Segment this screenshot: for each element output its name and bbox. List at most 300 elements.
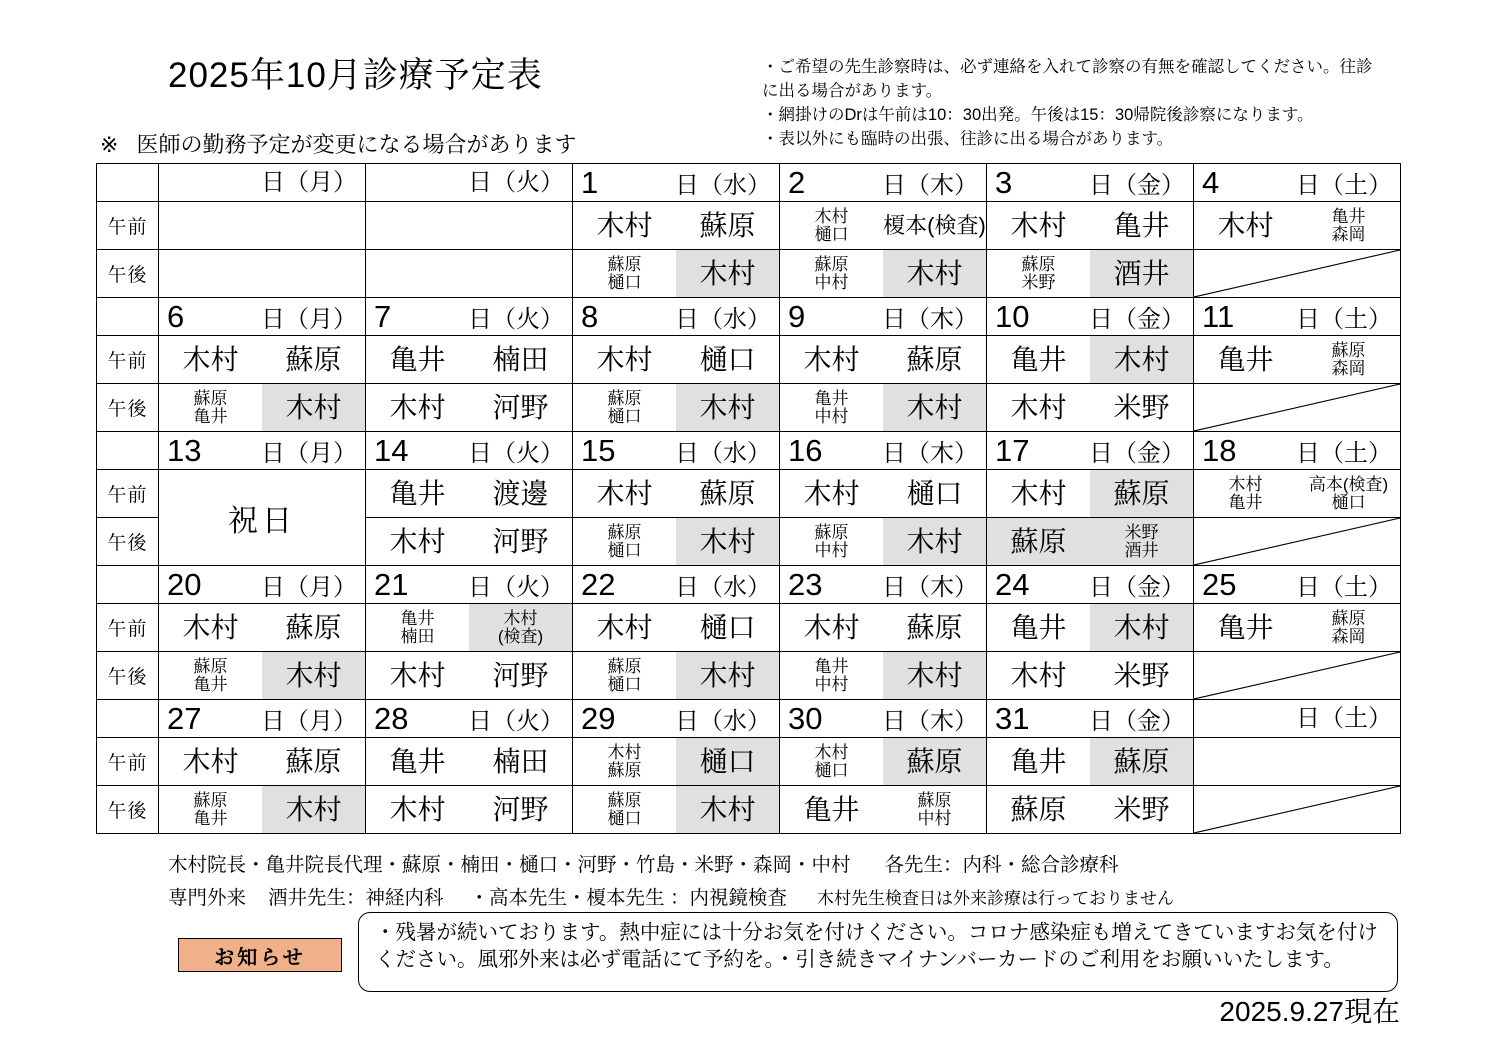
doctor-name: 亀井 <box>814 388 849 408</box>
afternoon-cell <box>159 786 366 834</box>
doctor-slot <box>159 384 262 431</box>
doctor-name: 木村 <box>596 343 653 375</box>
day-of-week: 日（火） <box>468 439 564 467</box>
day-of-week: 日（月） <box>261 439 357 467</box>
doctor-slot <box>366 250 469 297</box>
note-line-3: ・表以外にも臨時の出張、往診に出る場合があります。 <box>762 129 1174 148</box>
doctor-slot <box>262 250 365 297</box>
afternoon-cell <box>1194 786 1401 834</box>
doctor-name: 木村 <box>389 793 446 825</box>
doctor-slot <box>676 738 779 785</box>
afternoon-cell <box>987 652 1194 700</box>
morning-cell <box>780 336 987 384</box>
schedule-table <box>96 163 1401 834</box>
doctor-slot <box>573 738 676 785</box>
doctor-slot <box>676 786 779 833</box>
morning-cell <box>573 470 780 518</box>
doctor-slot <box>780 652 883 699</box>
morning-cell <box>159 202 366 250</box>
doctor-name: 蘇原 <box>193 388 228 408</box>
date-header <box>987 432 1194 470</box>
afternoon-cell <box>987 250 1194 298</box>
morning-cell <box>1194 738 1401 786</box>
doctor-slot <box>883 604 986 651</box>
doctor-name: 木村 <box>814 206 849 226</box>
morning-label: 午前 <box>97 604 159 652</box>
doctor-slot <box>987 652 1090 699</box>
doctor-name: 森岡 <box>1331 224 1366 244</box>
morning-row <box>97 336 1401 384</box>
doctor-name: 蘇原 <box>193 656 228 676</box>
date-header <box>1194 164 1401 202</box>
doctor-name: 木村 <box>906 659 963 691</box>
doctor-name: 木村 <box>285 793 342 825</box>
doctor-name: 木村 <box>1010 659 1067 691</box>
doctor-name: 木村 <box>182 611 239 643</box>
doctor-name: 蘇原 <box>607 790 642 810</box>
doctor-slot <box>262 652 365 699</box>
doctor-slot <box>780 384 883 431</box>
afternoon-cell <box>159 384 366 432</box>
doctor-name: 亀井 <box>400 608 435 628</box>
doctor-name: 蘇原 <box>1010 793 1067 825</box>
doctor-name: 木村 <box>285 391 342 423</box>
doctor-name: 木村 <box>1113 611 1170 643</box>
doctor-slot <box>1090 518 1193 565</box>
doctor-name: 木村 <box>389 391 446 423</box>
day-of-week: 日（木） <box>882 171 978 199</box>
doctor-name: 木村 <box>596 209 653 241</box>
date-number: 6 <box>167 298 185 334</box>
doctor-slot <box>676 336 779 383</box>
doctor-name: 蘇原 <box>607 656 642 676</box>
date-number: 20 <box>167 566 202 602</box>
doctor-name: 木村 <box>389 525 446 557</box>
afternoon-cell <box>780 786 987 834</box>
date-header <box>1194 566 1401 604</box>
date-number: 11 <box>1202 298 1235 334</box>
doctor-name: 樋口 <box>814 224 849 244</box>
doctor-name: 木村 <box>699 257 756 289</box>
afternoon-cell <box>366 518 573 566</box>
doctor-slot <box>159 738 262 785</box>
empty-slash-icon <box>1194 250 1400 297</box>
doctor-slot <box>676 518 779 565</box>
afternoon-label: 午後 <box>97 518 159 566</box>
doctor-slot <box>366 336 469 383</box>
doctor-name: 中村 <box>814 272 849 292</box>
date-header <box>780 566 987 604</box>
morning-cell <box>366 336 573 384</box>
doctor-slot <box>366 652 469 699</box>
day-of-week: 日（水） <box>675 439 771 467</box>
doctor-name: 亀井 <box>1010 343 1067 375</box>
doctor-name: 中村 <box>814 674 849 694</box>
header-notes <box>762 56 1382 152</box>
morning-cell <box>987 470 1194 518</box>
afternoon-label: 午後 <box>97 384 159 432</box>
doctor-name: 渡邊 <box>492 477 549 509</box>
doctor-slot <box>1090 202 1193 249</box>
date-number: 10 <box>995 298 1030 334</box>
doctor-slot <box>780 738 883 785</box>
date-header <box>573 164 780 202</box>
afternoon-cell <box>366 384 573 432</box>
page-title: 2025年10月診療予定表 <box>168 56 543 95</box>
afternoon-cell <box>780 652 987 700</box>
doctor-slot <box>987 384 1090 431</box>
doctor-slot <box>780 470 883 517</box>
morning-cell <box>780 470 987 518</box>
doctor-slot <box>469 786 572 833</box>
morning-cell <box>780 604 987 652</box>
date-header <box>1194 700 1401 738</box>
day-of-week: 日（木） <box>882 707 978 735</box>
day-of-week: 日（金） <box>1089 171 1185 199</box>
doctor-slot <box>469 604 572 651</box>
doctor-slot <box>883 336 986 383</box>
doctor-slot <box>469 384 572 431</box>
date-number: 14 <box>374 432 409 468</box>
afternoon-cell <box>780 518 987 566</box>
morning-row <box>97 202 1401 250</box>
note-line-1: ・ご希望の先生診察時は、必ず連絡を入れて診察の有無を確認してください。往診に出る場合があります。 <box>762 58 1373 100</box>
day-of-week: 日（火） <box>468 305 564 333</box>
doctor-slot <box>883 202 986 249</box>
doctor-name: 高本(検査) <box>1308 474 1389 494</box>
day-of-week: 日（金） <box>1089 707 1185 735</box>
doctor-name: 蘇原 <box>1021 254 1056 274</box>
afternoon-label: 午後 <box>97 250 159 298</box>
morning-cell <box>573 336 780 384</box>
day-of-week: 日（土） <box>1296 439 1392 467</box>
afternoon-cell <box>987 384 1194 432</box>
doctor-name: 亀井 <box>193 674 228 694</box>
doctor-name: 蘇原 <box>814 254 849 274</box>
doctor-name: 河野 <box>492 793 549 825</box>
doctor-slot <box>573 604 676 651</box>
doctor-name: 樋口 <box>607 808 642 828</box>
as-of-date: 2025.9.27現在 <box>1219 996 1400 1027</box>
doctor-slot <box>469 202 572 249</box>
date-number: 22 <box>581 566 616 602</box>
week-header-row <box>97 432 1401 470</box>
week-header-row <box>97 298 1401 336</box>
doctor-slot <box>262 604 365 651</box>
afternoon-cell <box>573 250 780 298</box>
doctor-name: 米野 <box>1124 522 1159 542</box>
day-of-week: 日（金） <box>1089 439 1185 467</box>
doctor-name: 蘇原 <box>607 522 642 542</box>
doctor-slot <box>366 604 469 651</box>
afternoon-cell <box>780 384 987 432</box>
date-header <box>159 298 366 336</box>
afternoon-cell <box>159 250 366 298</box>
doctor-name: 森岡 <box>1331 626 1366 646</box>
morning-row <box>97 738 1401 786</box>
doctor-name: 樋口 <box>699 343 756 375</box>
doctor-slot <box>676 652 779 699</box>
date-header <box>366 298 573 336</box>
morning-cell <box>366 738 573 786</box>
doctor-slot <box>780 336 883 383</box>
doctor-name: 蘇原 <box>906 745 963 777</box>
day-of-week: 日（土） <box>1296 573 1392 601</box>
date-header <box>1194 432 1401 470</box>
doctor-name: 蘇原 <box>1113 477 1170 509</box>
doctor-name: 亀井 <box>193 808 228 828</box>
doctor-slot <box>573 786 676 833</box>
doctor-name: 亀井 <box>1113 209 1170 241</box>
doctor-slot <box>262 786 365 833</box>
afternoon-cell <box>573 384 780 432</box>
row-header-spacer <box>97 566 159 604</box>
day-of-week: 日（金） <box>1089 573 1185 601</box>
doctor-name: 蘇原 <box>607 388 642 408</box>
morning-cell <box>159 336 366 384</box>
doctor-name: 亀井 <box>1331 206 1366 226</box>
date-header <box>987 700 1194 738</box>
doctor-name: 米野 <box>1113 659 1170 691</box>
doctor-slot <box>1194 336 1297 383</box>
doctor-name: 樋口 <box>607 674 642 694</box>
doctor-name: 樋口 <box>607 272 642 292</box>
week-header-row <box>97 164 1401 202</box>
doctor-name: 蘇原 <box>1010 525 1067 557</box>
doctor-name: 蘇原 <box>917 790 952 810</box>
doctor-name: 亀井 <box>1010 745 1067 777</box>
doctor-slot <box>366 202 469 249</box>
date-header <box>780 164 987 202</box>
morning-cell <box>987 738 1194 786</box>
week-header-row <box>97 700 1401 738</box>
doctor-slot <box>366 738 469 785</box>
doctor-name: 亀井 <box>803 793 860 825</box>
doctor-slot <box>1297 470 1400 517</box>
day-of-week: 日（金） <box>1089 305 1185 333</box>
date-header <box>780 298 987 336</box>
doctor-name: 中村 <box>814 540 849 560</box>
doctor-name: 木村 <box>803 611 860 643</box>
doctor-slot <box>676 470 779 517</box>
day-of-week: 日（月） <box>261 168 357 196</box>
doctor-slot <box>987 250 1090 297</box>
doctor-name: 亀井 <box>389 477 446 509</box>
doctor-name: 樋口 <box>699 745 756 777</box>
doctor-name: 木村 <box>182 745 239 777</box>
day-of-week: 日（火） <box>468 573 564 601</box>
doctor-slot <box>159 202 262 249</box>
morning-label: 午前 <box>97 738 159 786</box>
doctor-slot <box>883 738 986 785</box>
doctor-slot <box>883 470 986 517</box>
doctor-slot <box>1090 336 1193 383</box>
specialty-endoscopy: ・高本先生・榎本先生 ：内視鏡検査 <box>469 887 787 909</box>
doctor-name: 榎本(検査) <box>883 212 986 238</box>
date-header <box>159 164 366 202</box>
doctor-name: 酒井 <box>1113 257 1170 289</box>
doctor-slot <box>780 518 883 565</box>
date-number: 13 <box>167 432 202 468</box>
specialty-label: 専門外来 <box>168 887 247 909</box>
day-of-week: 日（木） <box>882 439 978 467</box>
date-header <box>366 566 573 604</box>
doctor-name: 蘇原 <box>906 343 963 375</box>
morning-cell <box>780 202 987 250</box>
date-number: 7 <box>374 298 392 334</box>
doctor-name: 木村 <box>596 611 653 643</box>
doctor-name: 木村 <box>596 477 653 509</box>
date-number: 3 <box>995 164 1013 200</box>
doctor-name: 木村 <box>1010 391 1067 423</box>
doctor-name: 木村 <box>699 659 756 691</box>
date-header <box>1194 298 1401 336</box>
date-number: 29 <box>581 700 616 736</box>
afternoon-cell <box>366 250 573 298</box>
doctor-slot <box>676 384 779 431</box>
date-header <box>159 432 366 470</box>
doctor-name: 木村 <box>803 477 860 509</box>
doctor-name: 亀井 <box>389 343 446 375</box>
date-header <box>573 432 780 470</box>
doctor-name: 楠田 <box>492 343 549 375</box>
doctor-name: 河野 <box>492 391 549 423</box>
row-header-spacer <box>97 700 159 738</box>
doctor-slot <box>159 604 262 651</box>
doctor-slot <box>366 384 469 431</box>
doctor-name: 蘇原 <box>906 611 963 643</box>
row-header-spacer <box>97 432 159 470</box>
doctor-slot <box>676 250 779 297</box>
date-header <box>987 298 1194 336</box>
doctor-slot <box>780 786 883 833</box>
afternoon-cell <box>366 652 573 700</box>
date-number: 4 <box>1202 164 1220 200</box>
doctor-list-names: 木村院長・亀井院長代理・蘇原・楠田・樋口・河野・竹島・米野・森岡・中村 <box>168 854 851 876</box>
date-number: 24 <box>995 566 1030 602</box>
morning-cell <box>1194 336 1401 384</box>
specialty-sakai: 酒井先生：神経内科 <box>268 887 444 909</box>
doctor-name: 酒井 <box>1124 540 1159 560</box>
afternoon-cell <box>573 652 780 700</box>
doctor-name: 樋口 <box>1331 492 1366 512</box>
doctor-slot <box>469 738 572 785</box>
afternoon-cell <box>159 652 366 700</box>
empty-slash-icon <box>1194 652 1400 699</box>
morning-cell <box>987 336 1194 384</box>
doctor-slot <box>366 470 469 517</box>
doctor-name: 木村 <box>699 793 756 825</box>
doctor-name: 亀井 <box>1228 492 1263 512</box>
day-of-week: 日（火） <box>468 707 564 735</box>
doctor-slot <box>366 518 469 565</box>
doctor-name: 亀井 <box>193 406 228 426</box>
doctor-name: 木村 <box>1010 477 1067 509</box>
date-header <box>366 432 573 470</box>
date-header <box>780 700 987 738</box>
doctor-slot <box>1090 738 1193 785</box>
doctor-name: 木村 <box>814 742 849 762</box>
doctor-slot <box>573 250 676 297</box>
day-of-week: 日（木） <box>882 573 978 601</box>
doctor-slot <box>1090 384 1193 431</box>
notice-badge: お知らせ <box>178 938 342 972</box>
doctor-name: 木村 <box>607 742 642 762</box>
doctor-slot <box>987 336 1090 383</box>
afternoon-row <box>97 250 1401 298</box>
day-of-week: 日（月） <box>261 573 357 601</box>
doctor-slot <box>883 786 986 833</box>
morning-cell <box>1194 604 1401 652</box>
doctor-slot <box>1090 652 1193 699</box>
doctor-name: 蘇原 <box>1331 340 1366 360</box>
doctor-name: 蘇原 <box>285 343 342 375</box>
doctor-slot <box>573 336 676 383</box>
doctor-name: 樋口 <box>814 760 849 780</box>
date-header <box>987 164 1194 202</box>
morning-cell <box>159 604 366 652</box>
specialty-clinic-line <box>168 882 1174 910</box>
afternoon-row <box>97 384 1401 432</box>
afternoon-cell <box>366 786 573 834</box>
date-number: 18 <box>1202 432 1237 468</box>
doctor-name: 蘇原 <box>607 254 642 274</box>
doctor-slot <box>883 250 986 297</box>
change-disclaimer <box>100 128 576 159</box>
doctor-name: 蘇原 <box>699 209 756 241</box>
doctor-slot <box>1194 202 1297 249</box>
morning-cell <box>573 604 780 652</box>
afternoon-row <box>97 786 1401 834</box>
doctor-slot <box>1194 470 1297 517</box>
empty-slash-icon <box>1194 786 1400 833</box>
morning-cell <box>987 202 1194 250</box>
date-header <box>987 566 1194 604</box>
doctor-slot <box>676 202 779 249</box>
day-of-week: 日（水） <box>675 707 771 735</box>
morning-label: 午前 <box>97 336 159 384</box>
doctor-name: 樋口 <box>607 406 642 426</box>
date-number: 9 <box>788 298 806 334</box>
date-number: 25 <box>1202 566 1237 602</box>
doctor-name: 木村 <box>1217 209 1274 241</box>
doctor-name: 木村 <box>1228 474 1263 494</box>
doctor-slot <box>1297 202 1400 249</box>
morning-cell <box>159 470 366 566</box>
afternoon-cell <box>780 250 987 298</box>
afternoon-cell <box>1194 250 1401 298</box>
afternoon-cell <box>987 518 1194 566</box>
day-of-week: 日（水） <box>675 573 771 601</box>
doctor-name: 米野 <box>1113 391 1170 423</box>
doctor-slot <box>1297 336 1400 383</box>
doctor-name: 蘇原 <box>193 790 228 810</box>
day-of-week: 日（月） <box>261 305 357 333</box>
doctor-name: 木村 <box>906 257 963 289</box>
date-header <box>366 700 573 738</box>
doctor-slot <box>573 518 676 565</box>
doctor-slot <box>987 470 1090 517</box>
doctor-name: 木村 <box>389 659 446 691</box>
doctor-slot <box>469 652 572 699</box>
doctor-name: 蘇原 <box>607 760 642 780</box>
doctor-name: 木村 <box>906 525 963 557</box>
afternoon-cell <box>1194 384 1401 432</box>
row-header-spacer <box>97 298 159 336</box>
doctor-slot <box>780 202 883 249</box>
morning-cell <box>1194 202 1401 250</box>
morning-cell <box>366 202 573 250</box>
